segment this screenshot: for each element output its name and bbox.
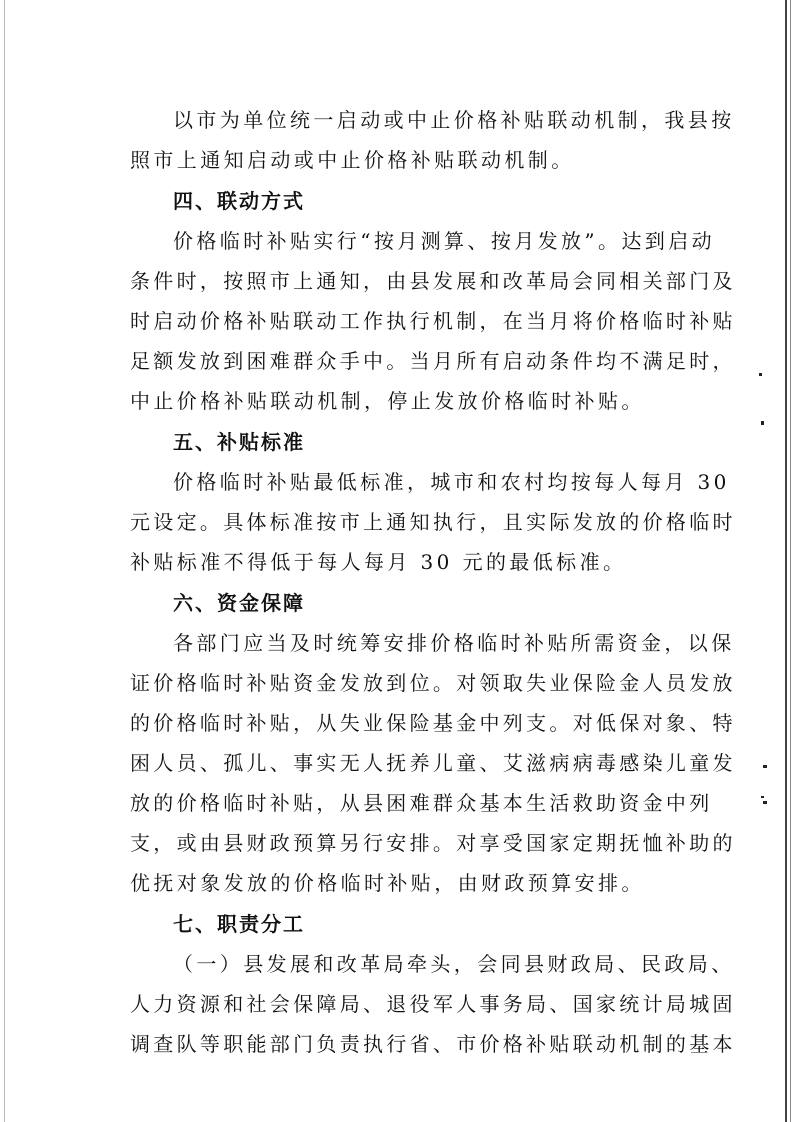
- body-line: 以市为单位统一启动或中止价格补贴联动机制，我县按: [173, 108, 735, 132]
- scan-speck: [761, 421, 764, 425]
- body-line: 时启动价格补贴联动工作执行机制，在当月将价格临时补贴: [130, 309, 736, 333]
- body-line: 困人员、孤儿、事实无人抚养儿童、艾滋病病毒感染儿童发: [130, 751, 736, 775]
- scan-speck: [763, 765, 767, 768]
- body-line: （一）县发展和改革局牵头，会同县财政局、民政局、: [173, 952, 735, 976]
- section-heading-6: 六、资金保障: [173, 591, 305, 615]
- body-line: 照市上通知启动或中止价格补贴联动机制。: [130, 148, 575, 172]
- body-line: 调查队等职能部门负责执行省、市价格补贴联动机制的基本: [130, 1032, 736, 1056]
- body-line: 各部门应当及时统筹安排价格临时补贴所需资金，以保: [173, 631, 735, 655]
- body-line: 价格临时补贴实行“按月测算、按月发放”。达到启动: [173, 229, 716, 253]
- body-line: 支，或由县财政预算另行安排。对享受国家定期抚恤补助的: [130, 831, 736, 855]
- section-heading-7: 七、职责分工: [173, 912, 305, 936]
- body-line: 元设定。具体标准按市上通知执行，且实际发放的价格临时: [130, 510, 736, 534]
- scan-edge-right: [785, 0, 787, 1122]
- body-line: 足额发放到困难群众手中。当月所有启动条件均不满足时，: [130, 349, 736, 373]
- section-heading-5: 五、补贴标准: [173, 430, 305, 454]
- body-line: 放的价格临时补贴，从县困难群众基本生活救助资金中列: [130, 791, 713, 815]
- section-heading-4: 四、联动方式: [173, 189, 305, 213]
- scan-speck: [759, 373, 762, 376]
- body-line: 优抚对象发放的价格临时补贴，由财政预算安排。: [130, 871, 645, 895]
- body-line: 证价格临时补贴资金发放到位。对领取失业保险金人员发放: [130, 671, 736, 695]
- scan-edge-right-outer: [790, 0, 791, 1122]
- body-line: 中止价格补贴联动机制，停止发放价格临时补贴。: [130, 389, 645, 413]
- body-line: 价格临时补贴最低标准，城市和农村均按每人每月 30: [173, 470, 730, 494]
- body-line: 人力资源和社会保障局、退役军人事务局、国家统计局城固: [130, 992, 736, 1016]
- body-line: 条件时，按照市上通知，由县发展和改革局会同相关部门及: [130, 269, 736, 293]
- body-line: 补贴标准不得低于每人每月 30 元的最低标准。: [130, 550, 627, 574]
- scan-speck: [761, 796, 764, 798]
- body-line: 的价格临时补贴，从失业保险基金中列支。对低保对象、特: [130, 711, 736, 735]
- scan-edge-left: [4, 0, 5, 1122]
- scan-speck: [763, 801, 767, 804]
